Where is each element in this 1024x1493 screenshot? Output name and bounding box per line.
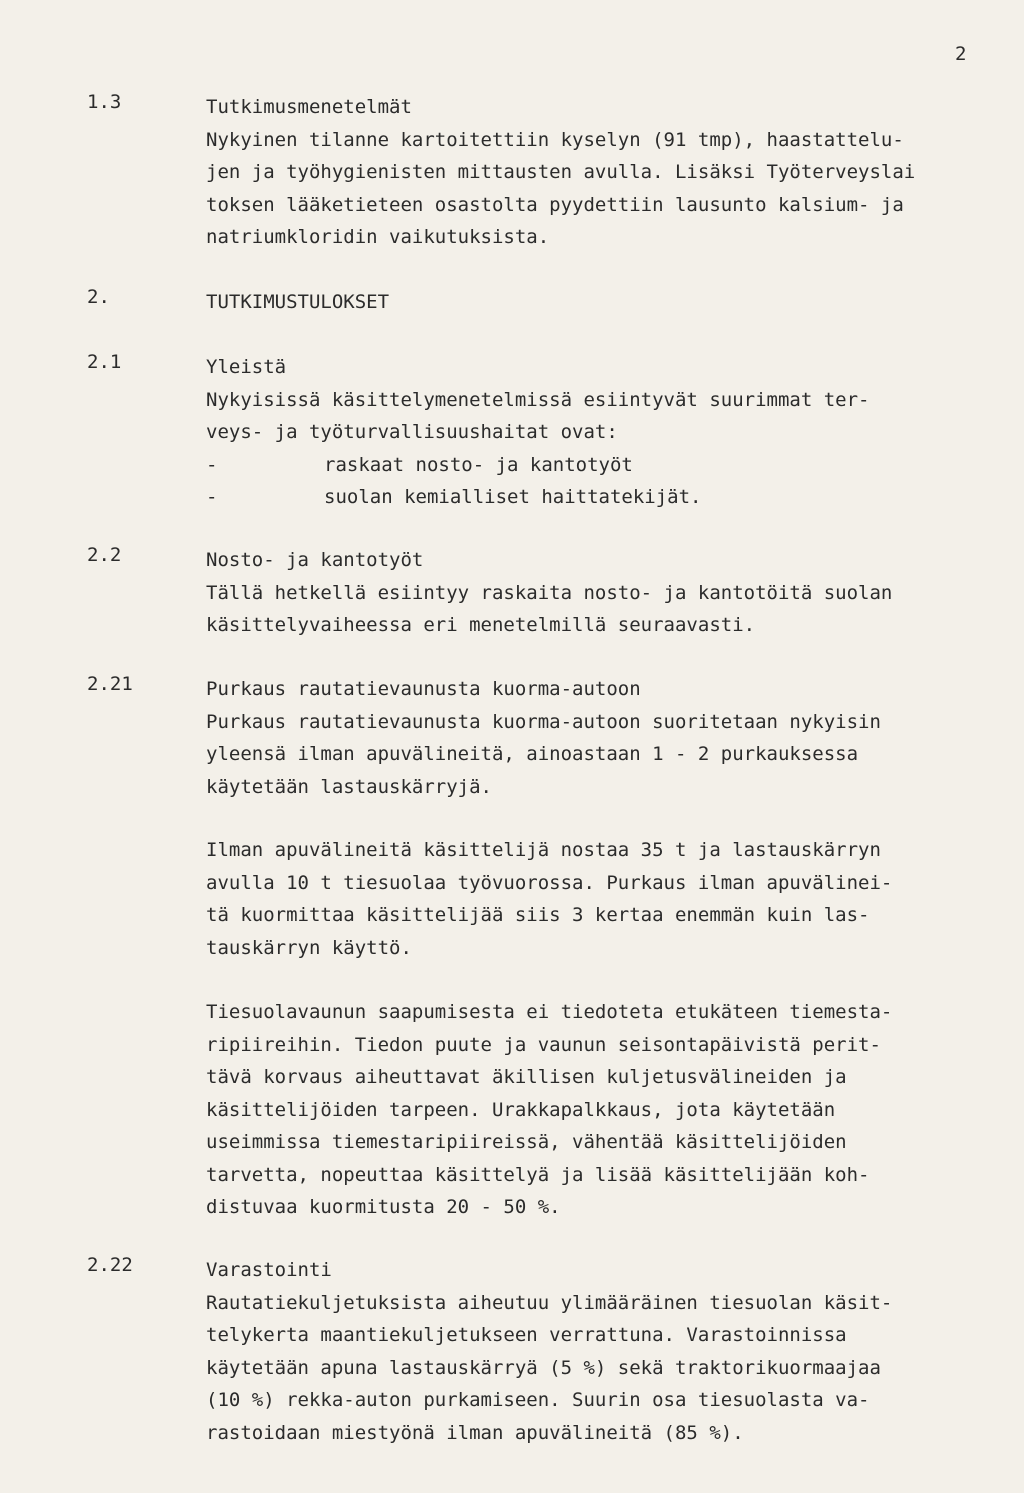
text-line: käsittelyvaiheessa eri menetelmillä seuraavasti. bbox=[206, 614, 756, 636]
section-title: Nosto- ja kantotyöt bbox=[206, 549, 424, 571]
text-line: natriumkloridin vaikutuksista. bbox=[206, 226, 550, 248]
text-line: Nykyisissä käsittelymenetelmissä esiintyvät suurimmat ter- bbox=[206, 388, 870, 411]
text-line: toksen lääketieteen osastolta pyydettiin lausunto kalsium- ja bbox=[206, 193, 904, 216]
bullet-item bbox=[206, 481, 1012, 514]
text-line: tä kuormittaa käsittelijää siis 3 kertaa enemmän kuin las- bbox=[206, 904, 870, 926]
section-body bbox=[206, 673, 1012, 803]
bullet-dash: - bbox=[206, 453, 218, 476]
section-body bbox=[206, 1254, 1012, 1449]
text-line: rastoidaan miestyönä ilman apuvälineitä (85 %). bbox=[206, 1421, 744, 1444]
text-line: tarvetta, nopeuttaa käsittelyä ja lisää käsittelijään koh- bbox=[206, 1163, 870, 1186]
section-title: Purkaus rautatievaunusta kuorma-autoon bbox=[206, 678, 641, 700]
section-number: 2. bbox=[87, 286, 110, 308]
text-line: Tällä hetkellä esiintyy raskaita nosto- ja kantotöitä suolan bbox=[206, 581, 893, 604]
text-line: Nykyinen tilanne kartoitettiin kyselyn (91 tmp), haastattelu- bbox=[206, 128, 904, 151]
bullet-item bbox=[206, 449, 1012, 482]
section-body bbox=[206, 544, 1012, 642]
text-line: telykerta maantiekuljetukseen verrattuna. Varastoinnissa bbox=[206, 1324, 847, 1346]
text-line: Tiesuolavaunun saapumisesta ei tiedoteta etukäteen tiemesta- bbox=[206, 1001, 893, 1023]
text-line: Ilman apuvälineitä käsittelijä nostaa 35 t ja lastauskärryn bbox=[206, 839, 881, 861]
section-title: Tutkimusmenetelmät bbox=[206, 96, 412, 118]
text-line: käsittelijöiden tarpeen. Urakkapalkkaus, jota käytetään bbox=[206, 1098, 836, 1121]
section-number: 2.1 bbox=[87, 351, 122, 373]
section-number: 2.22 bbox=[87, 1254, 133, 1276]
text-line: tauskärryn käyttö. bbox=[206, 936, 412, 959]
text-line: tävä korvaus aiheuttavat äkillisen kuljetusvälineiden ja bbox=[206, 1066, 847, 1088]
section-body bbox=[206, 351, 1012, 514]
text-line: ripiireihin. Tiedon puute ja vaunun seisontapäivistä perit- bbox=[206, 1033, 881, 1056]
text-line: käytetään lastauskärryjä. bbox=[206, 775, 492, 798]
text-line: Rautatiekuljetuksista aiheutuu ylimääräinen tiesuolan käsit- bbox=[206, 1291, 893, 1314]
bullet-dash: - bbox=[206, 486, 218, 508]
section-body bbox=[206, 996, 1012, 1224]
page-number: 2 bbox=[955, 43, 967, 65]
section-title: Varastointi bbox=[206, 1259, 332, 1281]
text-line: veys- ja työturvallisuushaitat ovat: bbox=[206, 421, 618, 443]
bullet-text: suolan kemialliset haittatekijät. bbox=[324, 486, 702, 508]
text-line: (10 %) rekka-auton purkamiseen. Suurin osa tiesuolasta va- bbox=[206, 1389, 870, 1411]
text-line: distuvaa kuormitusta 20 - 50 %. bbox=[206, 1196, 561, 1218]
text-line: jen ja työhygienisten mittausten avulla. Lisäksi Työterveyslai bbox=[206, 161, 916, 183]
text-line: käytetään apuna lastauskärryä (5 %) sekä traktorikuormaajaa bbox=[206, 1356, 881, 1379]
section-body bbox=[206, 834, 1012, 964]
section-body bbox=[206, 91, 1012, 254]
text-line: Purkaus rautatievaunusta kuorma-autoon suoritetaan nykyisin bbox=[206, 710, 881, 733]
section-body bbox=[206, 286, 1012, 319]
section-number: 2.2 bbox=[87, 544, 122, 566]
section-number: 2.21 bbox=[87, 673, 133, 695]
text-line: useimmissa tiemestaripiireissä, vähentää käsittelijöiden bbox=[206, 1131, 847, 1153]
text-line: avulla 10 t tiesuolaa työvuorossa. Purkaus ilman apuvälinei- bbox=[206, 871, 893, 894]
section-number: 1.3 bbox=[87, 91, 122, 113]
text-line: yleensä ilman apuvälineitä, ainoastaan 1 - 2 purkauksessa bbox=[206, 743, 859, 765]
bullet-text: raskaat nosto- ja kantotyöt bbox=[324, 453, 633, 476]
section-title: Yleistä bbox=[206, 356, 287, 378]
section-title: TUTKIMUSTULOKSET bbox=[206, 291, 390, 313]
